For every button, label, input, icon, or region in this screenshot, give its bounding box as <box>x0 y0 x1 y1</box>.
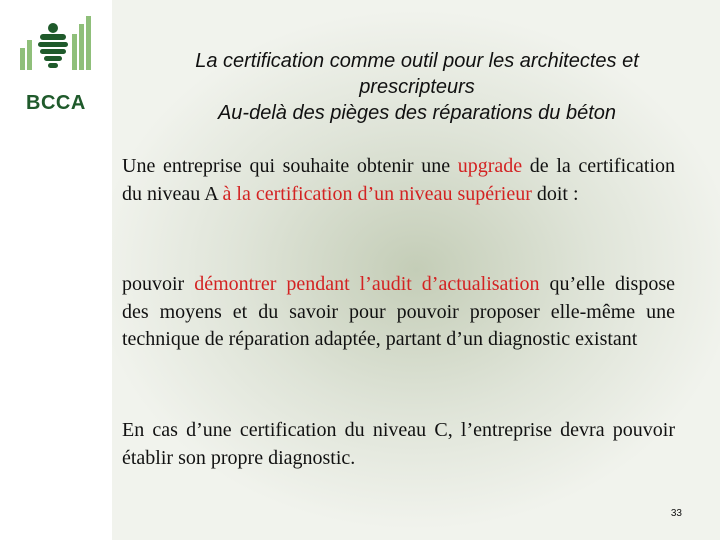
bcca-logo <box>18 14 98 114</box>
p1-text-1: Une entreprise qui souhaite obtenir une <box>122 155 458 177</box>
logo-text: BCCA <box>26 92 86 114</box>
paragraph-audit <box>122 271 675 354</box>
p1-text-3: doit : <box>531 182 579 205</box>
title-line-1: La certification comme outil pour les architectes et <box>195 50 639 72</box>
title-line-2: prescripteurs <box>359 76 475 98</box>
p1-highlight-level: à la certification d’un niveau supérieur <box>222 182 532 205</box>
paragraph-level-c <box>122 417 675 472</box>
p3-text-1: En cas d’une certification du niveau C, l’entreprise devra pouvoir établir son propre diagnostic. <box>122 419 675 469</box>
page-number: 33 <box>670 508 682 519</box>
slide-content <box>112 0 720 540</box>
p1-highlight-upgrade: upgrade <box>457 155 523 177</box>
p1-text-2: de la certification du niveau A <box>122 155 676 205</box>
logo-sidebar <box>0 0 112 540</box>
paragraph-upgrade <box>122 153 675 208</box>
p2-text-1: pouvoir <box>122 273 195 295</box>
bcca-emblem-icon <box>18 14 98 84</box>
p2-highlight-audit: démontrer pendant l’audit d’actualisation <box>194 273 540 295</box>
slide-title <box>132 48 702 126</box>
p2-text-2: qu’elle dispose des moyens et du savoir pour pouvoir proposer elle-même une technique de réparation adaptée, partant d’un diagnostic existant <box>122 273 675 350</box>
title-line-3: Au-delà des pièges des réparations du béton <box>217 102 617 124</box>
